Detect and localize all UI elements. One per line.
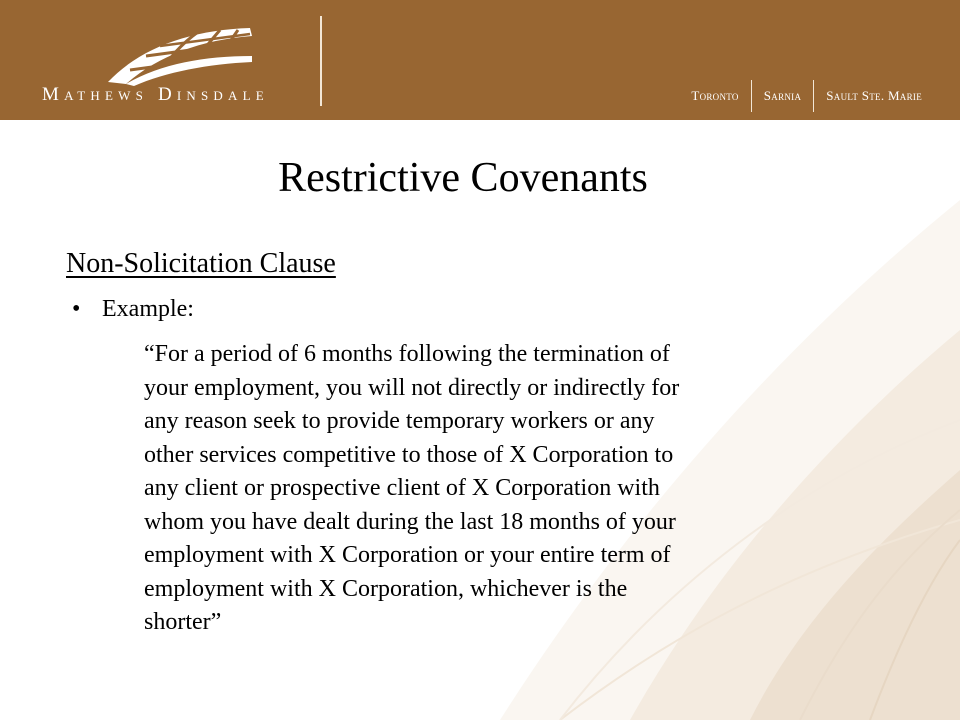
quoted-clause	[144, 338, 874, 640]
quote-line: employment with X Corporation, whichever is the	[144, 575, 628, 602]
bullet-item	[72, 296, 194, 323]
office-sarnia: Sarnia	[751, 80, 814, 112]
quote-line: “For a period of 6 months following the termination of	[144, 341, 670, 367]
office-sault-ste-marie: Sault Ste. Marie	[813, 80, 922, 112]
slide-title: Restrictive Covenants	[278, 155, 648, 201]
header-bar	[0, 0, 960, 120]
logo-divider	[320, 16, 322, 106]
bullet-marker: •	[72, 296, 81, 322]
office-locations	[679, 80, 922, 120]
quote-line: any client or prospective client of X Corporation with	[144, 475, 660, 501]
quote-line: shorter”	[144, 609, 222, 635]
quote-line: employment with X Corporation or your entire term of	[144, 542, 671, 568]
section-subheading: Non-Solicitation Clause	[66, 248, 336, 279]
logo-wordmark: Mathews Dinsdale	[42, 84, 269, 105]
logo-grid-icon	[100, 26, 260, 88]
office-toronto: Toronto	[691, 88, 739, 103]
quote-line: other services competitive to those of X Corporation to	[144, 441, 674, 468]
quote-line: whom you have dealt during the last 18 months of your	[144, 508, 676, 535]
bullet-label: Example:	[102, 296, 194, 322]
quote-line: any reason seek to provide temporary workers or any	[144, 408, 655, 434]
quote-line: your employment, you will not directly or indirectly for	[144, 374, 680, 401]
